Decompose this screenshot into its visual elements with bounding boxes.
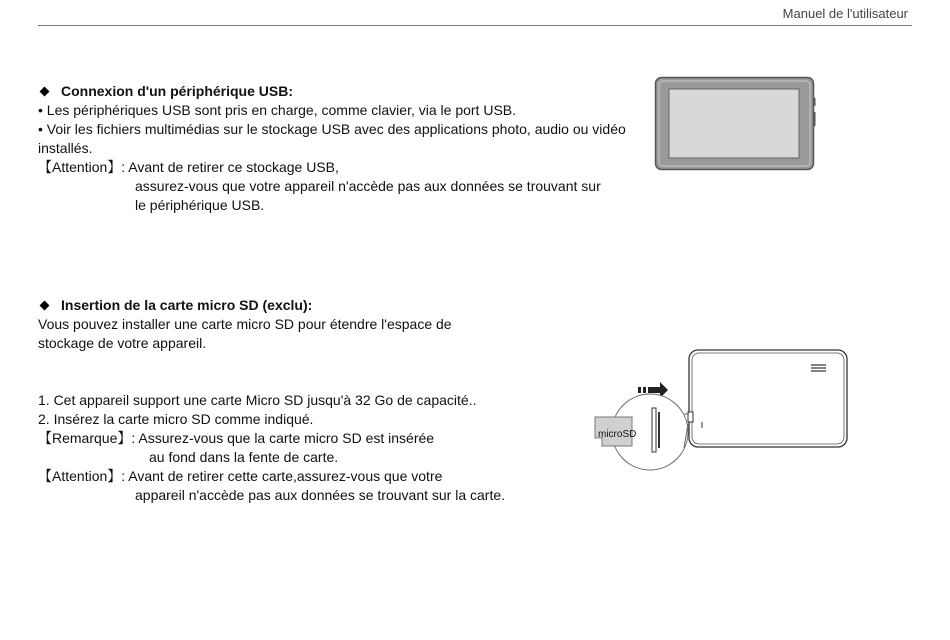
usb-attention-line-1: : Avant de retirer ce stockage USB,: [121, 159, 339, 175]
sd-step-2: 2. Insérez la carte micro SD comme indiqué.: [38, 411, 314, 427]
sd-remark-label: 【Remarque】: [38, 430, 132, 446]
usb-attention-label: 【Attention】: [38, 159, 122, 175]
sd-attention-label: 【Attention】: [38, 468, 122, 484]
sd-attention: [38, 467, 578, 486]
usb-section: [38, 82, 648, 215]
microsd-card-label: microSD: [598, 429, 637, 440]
usb-heading-text: Connexion d'un périphérique USB:: [61, 83, 293, 99]
spacer: [38, 353, 578, 391]
sd-attention-line-1: : Avant de retirer cette carte,assurez-vous que votre: [121, 468, 443, 484]
sd-step-1: 1. Cet appareil support une carte Micro SD jusqu'à 32 Go de capacité..: [38, 392, 477, 408]
header-divider: [38, 25, 912, 26]
usb-attention-line-2: assurez-vous que votre appareil n'accède pas aux données se trouvant sur: [135, 178, 601, 194]
tablet-front-figure: [654, 76, 818, 172]
manual-title: Manuel de l'utilisateur: [782, 6, 908, 21]
sd-remark-line-2: au fond dans la fente de carte.: [149, 449, 339, 465]
usb-bullet-2: • Voir les fichiers multimédias sur le stockage USB avec des applications photo, audio ou vidéo installés.: [38, 121, 626, 156]
bullet-diamond-icon: [40, 301, 50, 311]
usb-attention: [38, 158, 648, 177]
sd-heading: [38, 296, 578, 315]
sd-heading-text: Insertion de la carte micro SD (exclu):: [61, 297, 313, 313]
bullet-diamond-icon: [40, 87, 50, 97]
sd-remark-line-1: : Assurez-vous que la carte micro SD est insérée: [131, 430, 435, 446]
sd-remark: [38, 429, 578, 448]
sd-intro: Vous pouvez installer une carte micro SD pour étendre l'espace de stockage de votre appareil.: [38, 316, 452, 351]
usb-bullet-1: • Les périphériques USB sont pris en charge, comme clavier, via le port USB.: [38, 102, 517, 118]
page-header: [0, 0, 950, 30]
usb-attention-line-3: le périphérique USB.: [135, 197, 265, 213]
usb-heading: [38, 82, 648, 101]
sd-section: [38, 296, 578, 505]
microsd-insertion-figure: [592, 348, 850, 476]
sd-attention-line-2: appareil n'accède pas aux données se trouvant sur la carte.: [135, 487, 506, 503]
